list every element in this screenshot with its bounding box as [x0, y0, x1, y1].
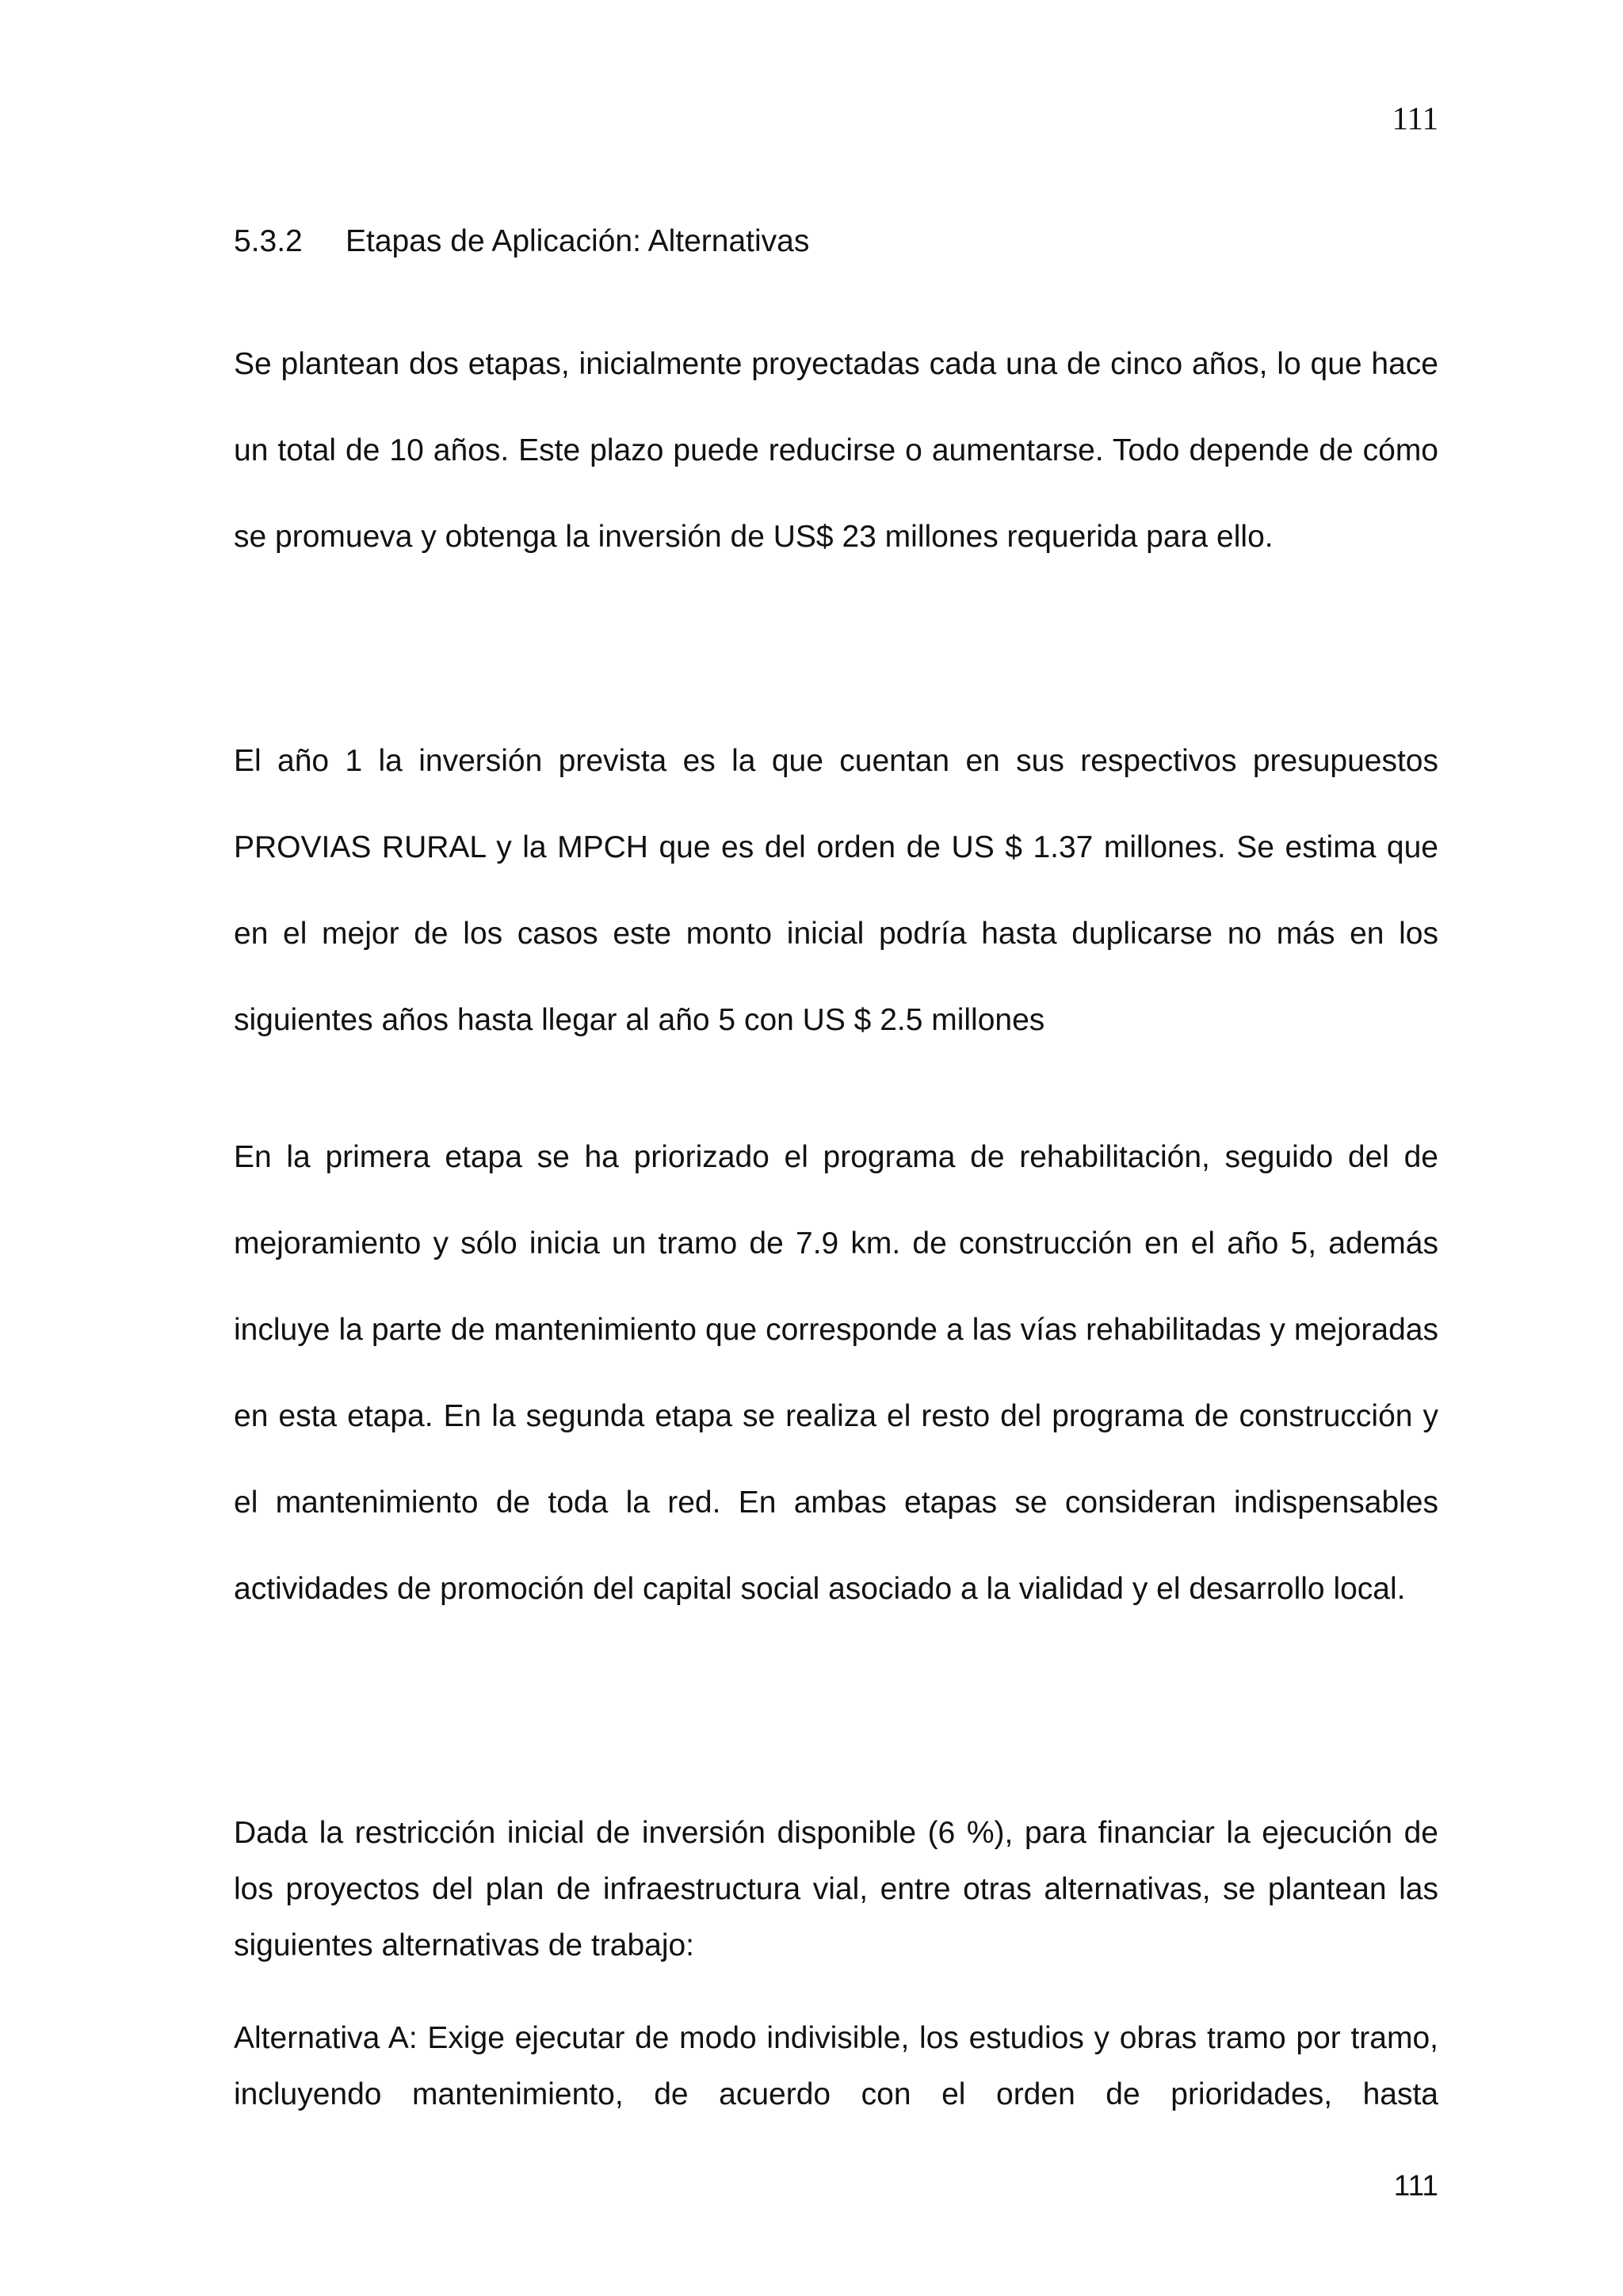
section-number: 5.3.2: [234, 224, 303, 258]
section-heading: [234, 222, 809, 261]
page-number-bottom: 111: [1393, 2169, 1438, 2202]
page-number-top: 111: [1392, 100, 1438, 136]
paragraph-inversion-anual: El año 1 la inversión prevista es la que cuentan en sus respectivos presupuestos PROVIAS RURAL y la MPCH que es del orden de US $ 1.37 millones. Se estima que en el mejor de los casos este monto inicial podría hasta duplicarse no más en los siguientes años hasta llegar al año 5 con US $ 2.5 millones: [234, 744, 1438, 1037]
paragraph-alternativa-a: Alternativa A: Exige ejecutar de modo indivisible, los estudios y obras tramo por tramo, incluyendo mantenimiento, de acuerdo con el orden de prioridades, hasta: [234, 2021, 1438, 2111]
paragraph-etapas: Se plantean dos etapas, inicialmente proyectadas cada una de cinco años, lo que hace un total de 10 años. Este plazo puede reducirse o aumentarse. Todo depende de cómo se promueva y obtenga la inversión de US$ 23 millones requerida para ello.: [234, 347, 1438, 554]
paragraph-primera-etapa: En la primera etapa se ha priorizado el programa de rehabilitación, seguido del de mejoramiento y sólo inicia un tramo de 7.9 km. de construcción en el año 5, además incluye la parte de mantenimiento que corresponde a las vías rehabilitadas y mejoradas en esta etapa. En la segunda etapa se realiza el resto del programa de construcción y el mantenimiento de toda la red. En ambas etapas se consideran indispensables actividades de promoción del capital social asociado a la vialidad y el desarrollo local.: [234, 1140, 1438, 1606]
paragraph-restriccion-inversion: Dada la restricción inicial de inversión disponible (6 %), para financiar la ejecución de los proyectos del plan de infraestructura vial, entre otras alternativas, se plantean las siguientes alternativas de trabajo:: [234, 1816, 1438, 1962]
section-title: Etapas de Aplicación: Alternativas: [346, 224, 810, 258]
